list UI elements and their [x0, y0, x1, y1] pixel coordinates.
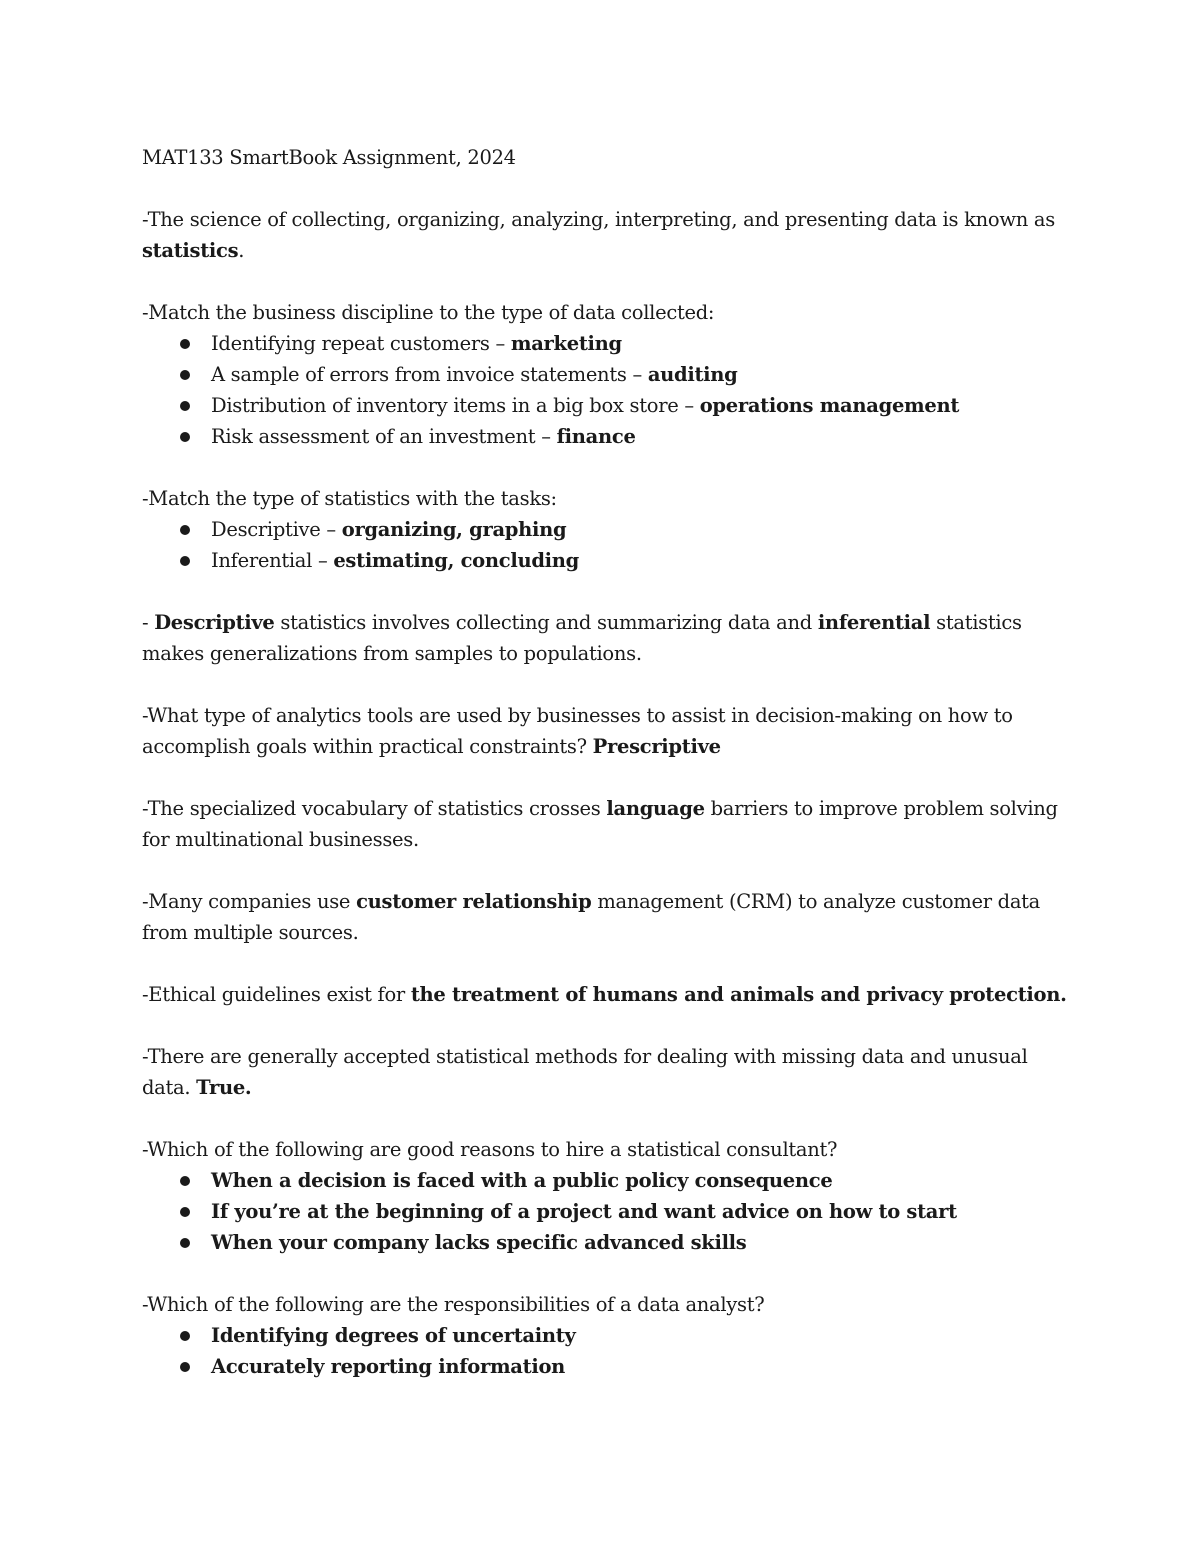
list-item: When a decision is faced with a public policy consequence	[142, 1165, 1072, 1196]
paragraph-descriptive-inferential: - Descriptive statistics involves collecting and summarizing data and inferential statistics makes generalizations from samples to populations.	[142, 611, 1022, 665]
business-discipline-list	[142, 328, 1072, 452]
list-item: Identifying degrees of uncertainty	[142, 1320, 1072, 1351]
document-title: MAT133 SmartBook Assignment, 2024	[142, 146, 516, 169]
paragraph-crm: -Many companies use customer relationship management (CRM) to analyze customer data from multiple sources.	[142, 890, 1041, 944]
consultant-reasons-list	[142, 1165, 1072, 1258]
question-data-analyst: -Which of the following are the responsibilities of a data analyst?	[142, 1293, 765, 1316]
bullet-icon	[180, 556, 190, 566]
list-item: A sample of errors from invoice statements – auditing	[142, 359, 1072, 390]
list-item: Inferential – estimating, concluding	[142, 545, 1072, 576]
list-item: If you’re at the beginning of a project and want advice on how to start	[142, 1196, 1072, 1227]
bullet-icon	[180, 1331, 190, 1341]
bullet-icon	[180, 401, 190, 411]
bullet-icon	[180, 525, 190, 535]
paragraph-analytics-tools: -What type of analytics tools are used by businesses to assist in decision-making on how to accomplish goals within practical constraints? Prescriptive	[142, 704, 1013, 758]
paragraph-missing-data: -There are generally accepted statistical methods for dealing with missing data and unusual data. True.	[142, 1045, 1028, 1099]
paragraph-statistics-definition: -The science of collecting, organizing, analyzing, interpreting, and presenting data is known as statistics.	[142, 208, 1055, 262]
paragraph-vocabulary: -The specialized vocabulary of statistics crosses language barriers to improve problem solving for multinational businesses.	[142, 797, 1058, 851]
bullet-icon	[180, 339, 190, 349]
question-business-discipline: -Match the business discipline to the type of data collected:	[142, 301, 715, 324]
question-statistical-consultant: -Which of the following are good reasons to hire a statistical consultant?	[142, 1138, 838, 1161]
list-item: Descriptive – organizing, graphing	[142, 514, 1072, 545]
bullet-icon	[180, 1238, 190, 1248]
list-item: Accurately reporting information	[142, 1351, 1072, 1382]
statistics-tasks-list	[142, 514, 1072, 576]
document-page	[142, 142, 1072, 1413]
bullet-icon	[180, 1362, 190, 1372]
list-item: Risk assessment of an investment – finance	[142, 421, 1072, 452]
list-item: When your company lacks specific advanced skills	[142, 1227, 1072, 1258]
paragraph-ethical-guidelines: -Ethical guidelines exist for the treatment of humans and animals and privacy protection.	[142, 983, 1067, 1006]
bullet-icon	[180, 370, 190, 380]
list-item: Distribution of inventory items in a big box store – operations management	[142, 390, 1072, 421]
analyst-responsibilities-list	[142, 1320, 1072, 1382]
bullet-icon	[180, 1207, 190, 1217]
question-statistics-tasks: -Match the type of statistics with the tasks:	[142, 487, 557, 510]
list-item: Identifying repeat customers – marketing	[142, 328, 1072, 359]
bullet-icon	[180, 1176, 190, 1186]
bullet-icon	[180, 432, 190, 442]
